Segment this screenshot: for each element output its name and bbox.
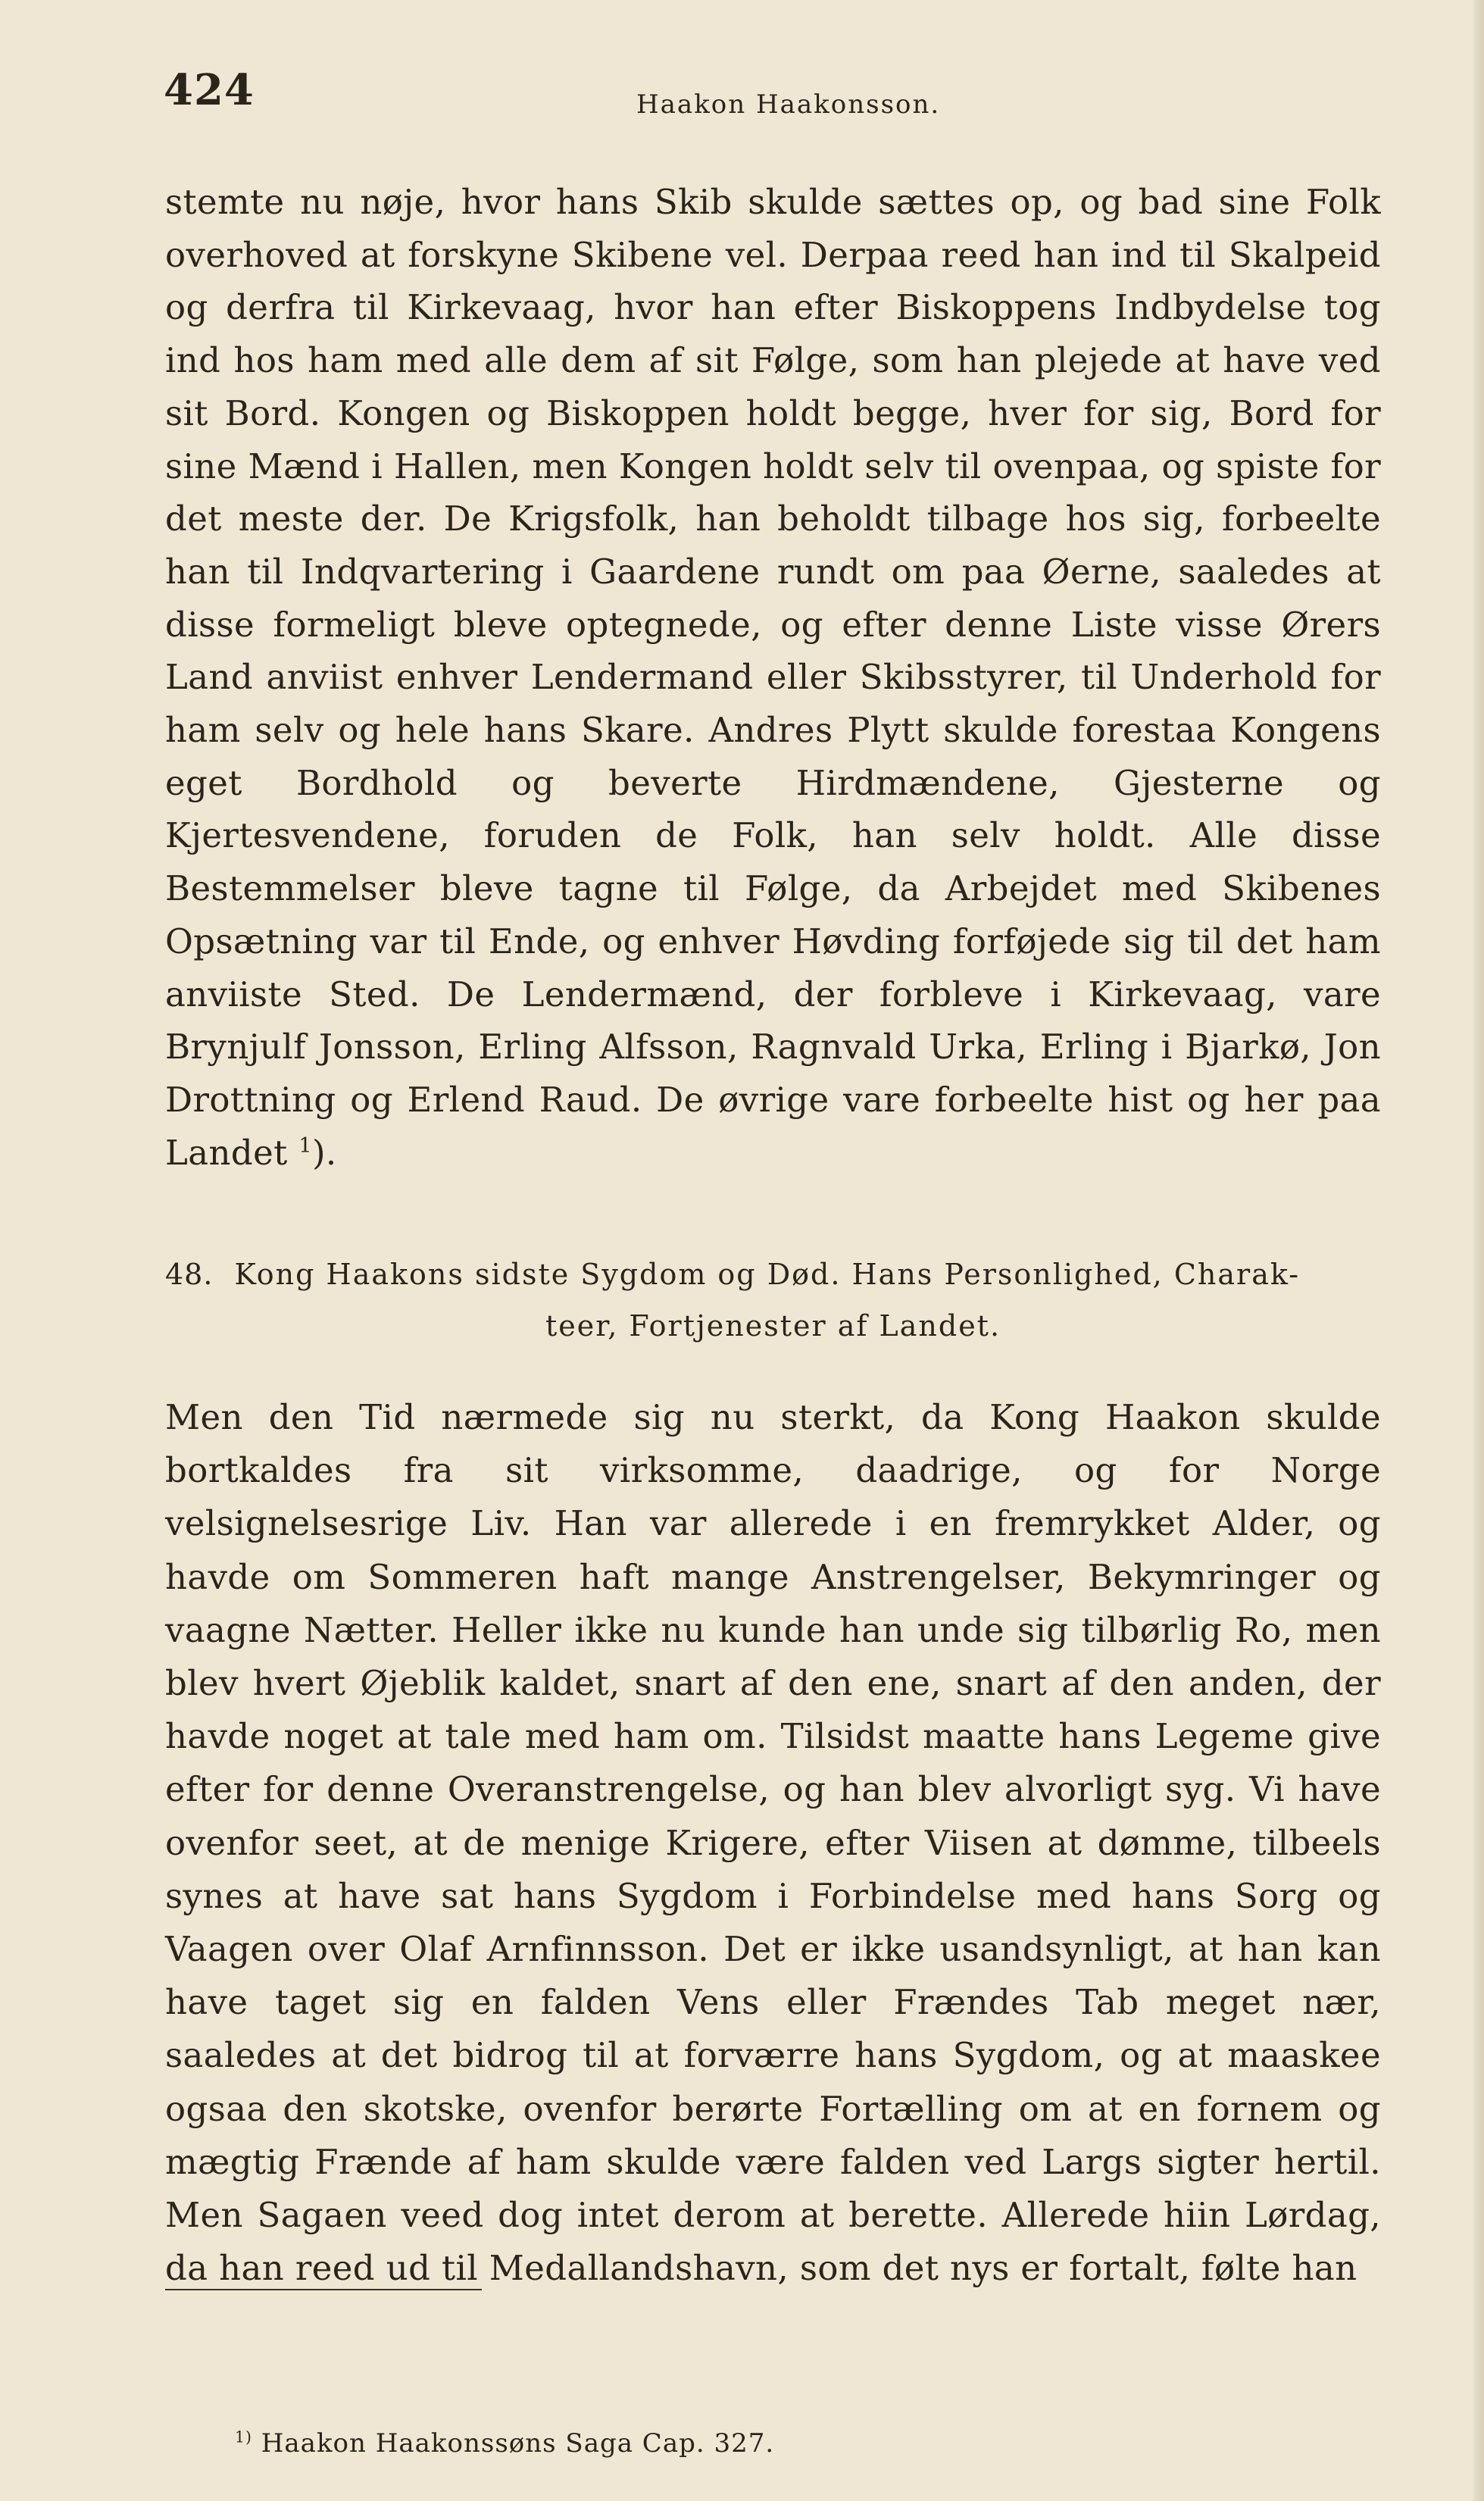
footnote-marker: 1) [235, 2428, 252, 2446]
section-number: 48. [165, 1258, 214, 1291]
running-title: Haakon Haakonsson. [636, 89, 941, 120]
footnote [235, 2428, 774, 2459]
page-number: 424 [164, 65, 255, 115]
paragraph-1-trailing: ). [311, 1132, 337, 1173]
page-edge [1473, 0, 1484, 2501]
footnote-divider [165, 2289, 482, 2290]
paragraph-1-text: stemte nu nøje, hvor hans Skib skulde sættes op, og bad sine Folk overhoved at forskyne Skibene vel. Derpaa reed han ind til Skalpeid og derfra til Kirkevaag, hvor han efter Biskoppens Indbydelse tog ind hos ham med alle dem af sit Følge, som han plejede at have ved sit Bord. Kongen og Biskoppen holdt begge, hver for sig, Bord for sine Mænd i Hallen, men Kongen holdt selv til ovenpaa, og spiste for det meste der. De Krigsfolk, han beholdt tilbage hos sig, forbeelte han til Indqvartering i Gaardene rundt om paa Øerne, saaledes at disse formeligt bleve optegnede, og efter denne Liste visse Ørers Land anviist enhver Lendermand eller Skibsstyrer, til Underhold for ham selv og hele hans Skare. Andres Plytt skulde forestaa Kongens eget Bordhold og beverte Hirdmændene, Gjesterne og Kjertesvendene, foruden de Folk, han selv holdt. Alle disse Bestemmelser bleve tagne til Følge, da Arbejdet med Skibenes Opsætning var til Ende, og enhver Høvding forføjede sig til det ham anviiste Sted. De Lendermænd, der forbleve i Kirkevaag, vare Brynjulf Jonsson, Erling Alfsson, Ragnvald Urka, Erling i Bjarkø, Jon Drottning og Erlend Raud. De øvrige vare forbeelte hist og her paa Landet [165, 182, 1381, 1173]
paragraph-2: Men den Tid nærmede sig nu sterkt, da Kong Haakon skulde bortkaldes fra sit virksomme, daadrige, og for Norge velsignelsesrige Liv. Han var allerede i en fremrykket Alder, og havde om Sommeren haft mange Anstrengelser, Bekymringer og vaagne Nætter. Heller ikke nu kunde han unde sig tilbørlig Ro, men blev hvert Øjeblik kaldet, snart af den ene, snart af den anden, der havde noget at tale med ham om. Tilsidst maatte hans Legeme give efter for denne Overanstrengelse, og han blev alvorligt syg. Vi have ovenfor seet, at de menige Krigere, efter Viisen at dømme, tilbeels synes at have sat hans Sygdom i Forbindelse med hans Sorg og Vaagen over Olaf Arnfinnsson. Det er ikke usandsynligt, at han kan have taget sig en falden Vens eller Frændes Tab meget nær, saaledes at det bidrog til at forværre hans Sygdom, og at maaskee ogsaa den skotske, ovenfor berørte Fortælling om at en fornem og mægtig Frænde af ham skulde være falden ved Largs sigter hertil. Men Sagaen veed dog intet derom at berette. Allerede hiin Lørdag, da han reed ud til Medallandshavn, som det nys er fortalt, følte han [165, 1397, 1381, 2289]
section-title-line-1: Kong Haakons sidste Sygdom og Død. Hans Personlighed, Charak- [234, 1258, 1301, 1291]
footnote-text: Haakon Haakonssøns Saga Cap. 327. [261, 2428, 775, 2459]
section-title-line-2: teer, Fortjenester af Landet. [545, 1309, 1001, 1343]
footnote-reference: 1 [298, 1133, 312, 1158]
section-heading [165, 1249, 1381, 1352]
paragraph-1 [165, 176, 1381, 1179]
